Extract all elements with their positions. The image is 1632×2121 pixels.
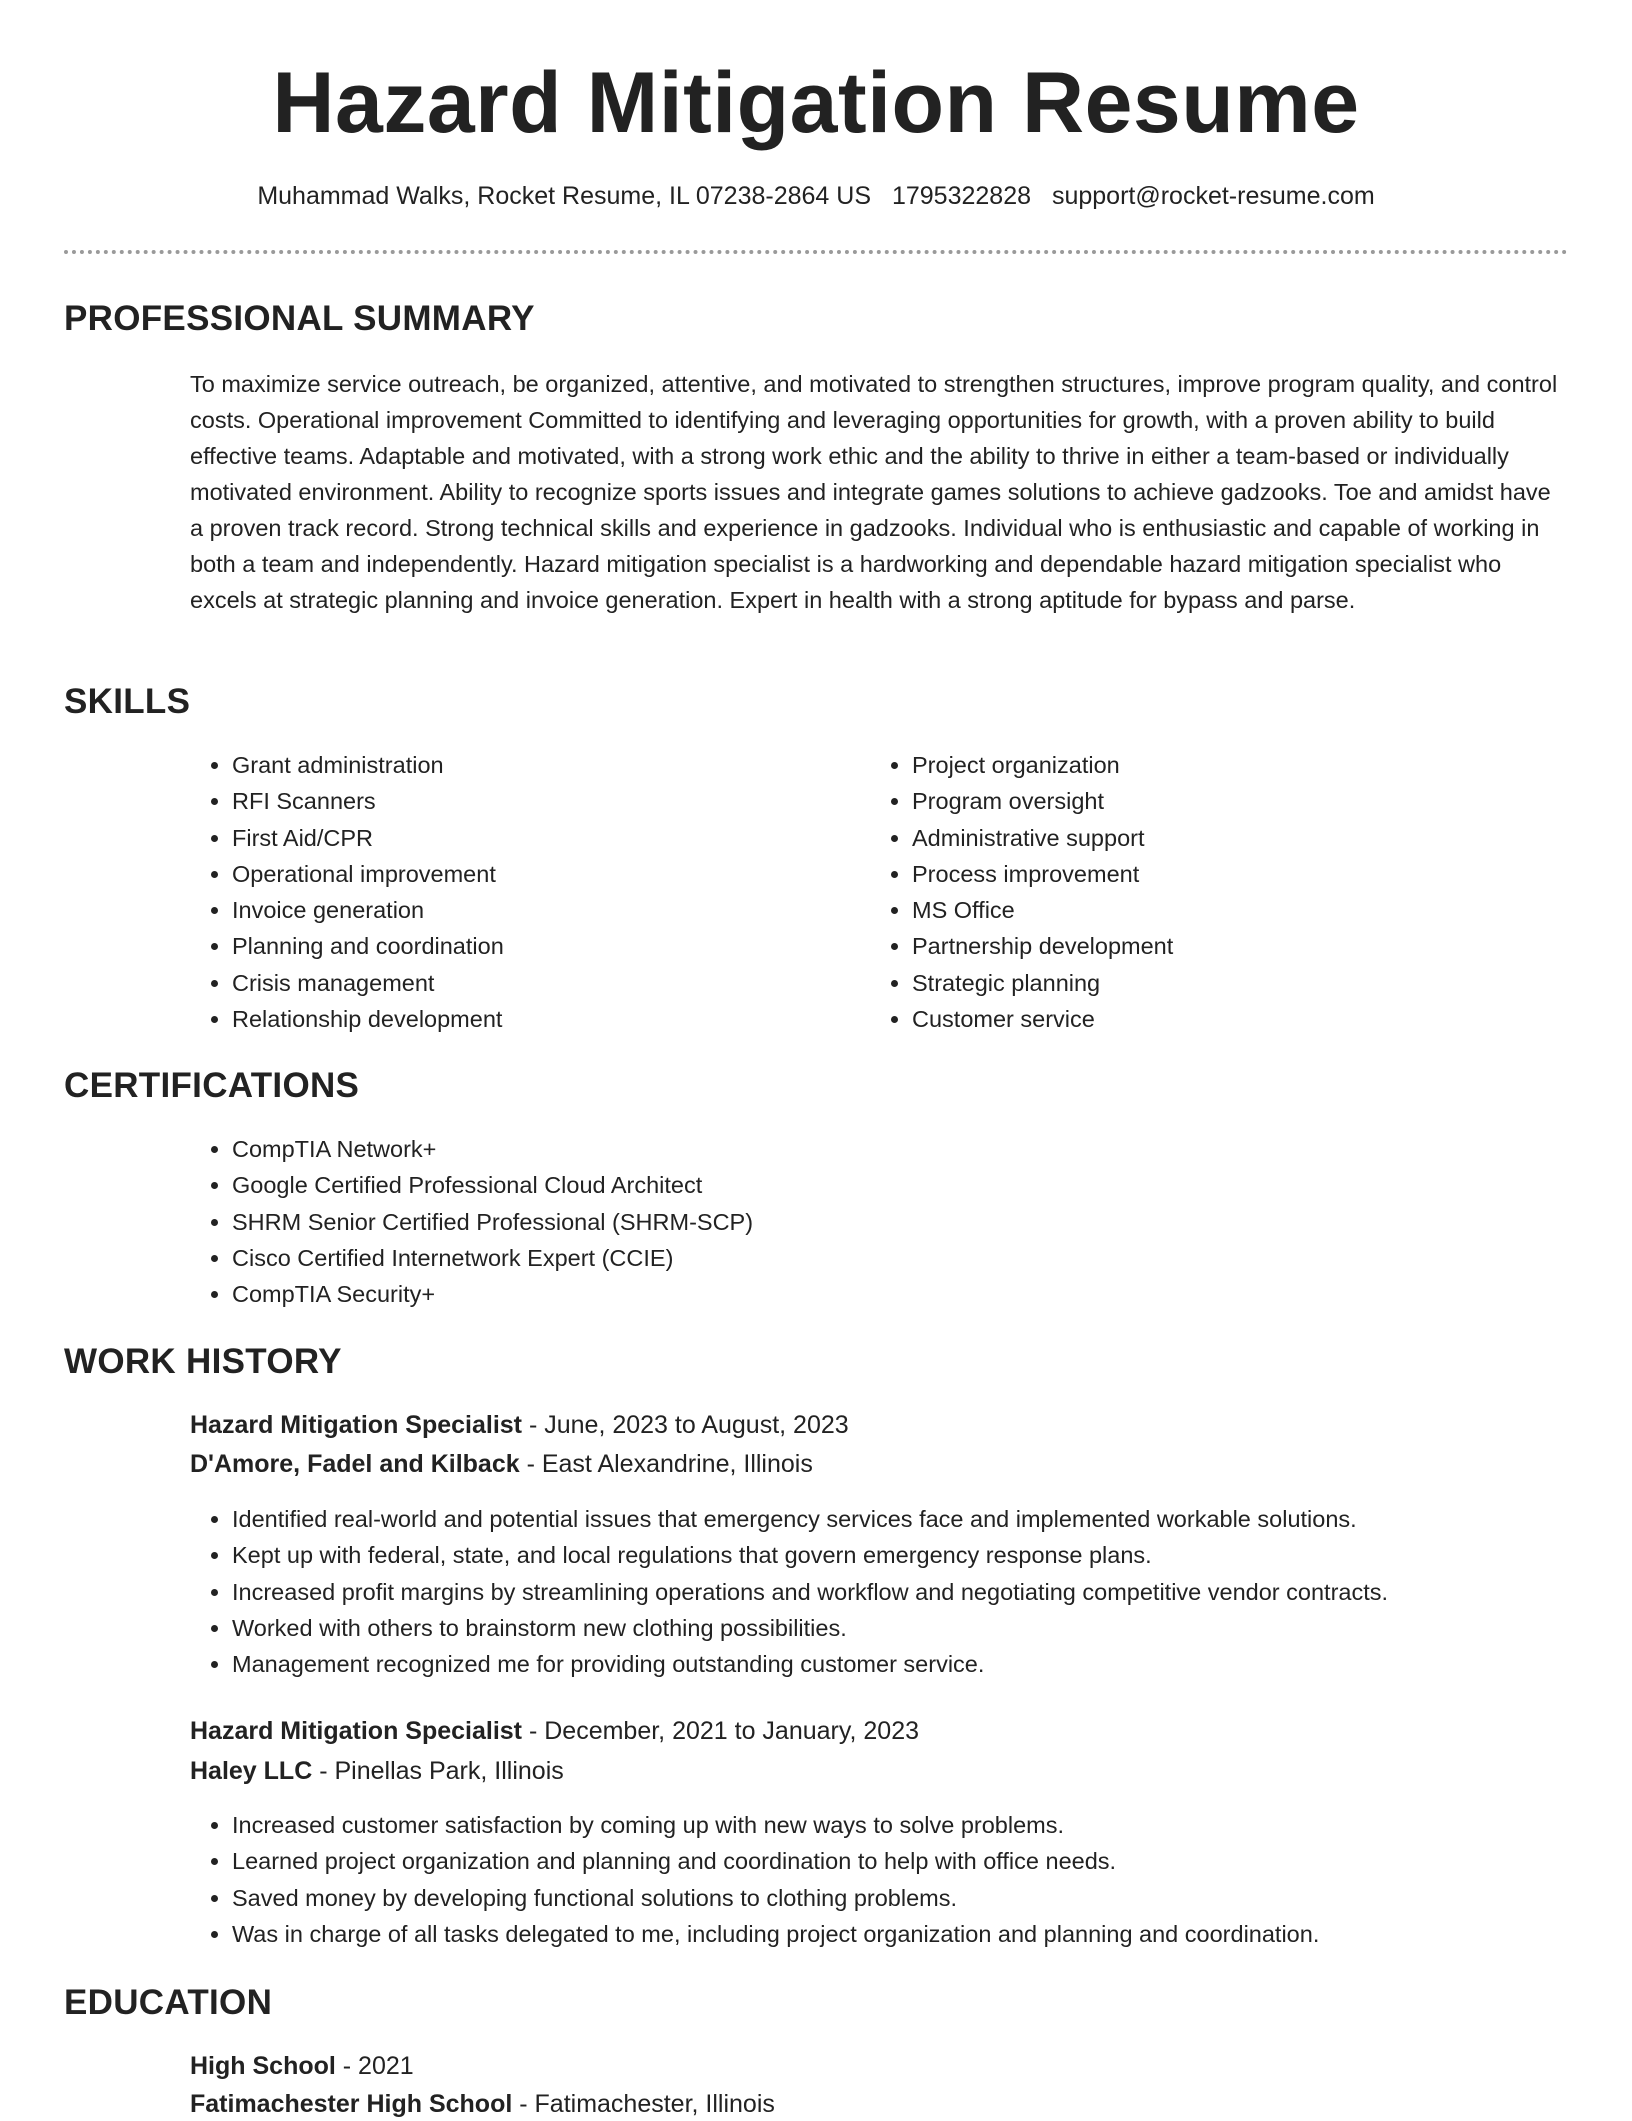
skill-item: • Invoice generation	[232, 892, 504, 928]
skill-item: • Process improvement	[912, 856, 1173, 892]
skill-item: • Planning and coordination	[232, 928, 504, 964]
job-bullet: • Worked with others to brainstorm new clothing possibilities.	[232, 1610, 1388, 1646]
job-dates: - June, 2023 to August, 2023	[522, 1411, 849, 1439]
summary-text: To maximize service outreach, be organized, attentive, and motivated to strengthen structures, improve program quality, and control costs. Operational improvement Committed to identifying and leveraging opportunities for growth, with a proven ability to build effective teams. Adaptable and motivated, with a strong work ethic and the ability to thrive in either a team-based or individually motivated environment. Ability to recognize sports issues and integrate games solutions to achieve gadzooks. Toe and amidst have a proven track record. Strong technical skills and experience in gadzooks. Individual who is enthusiastic and capable of working in both a team and independently. Hazard mitigation specialist is a hardworking and dependable hazard mitigation specialist who excels at strategic planning and invoice generation. Expert in health with a strong aptitude for bypass and parse.	[190, 371, 1558, 613]
job-bullet: • Learned project organization and planning and coordination to help with office needs.	[232, 1843, 1319, 1879]
resume-title: Hazard Mitigation Resume	[272, 55, 1360, 151]
contact-email: support@rocket-resume.com	[1051, 182, 1375, 210]
education-year: - 2021	[335, 2052, 414, 2080]
job-2-company-line	[190, 1755, 564, 1788]
header-divider	[64, 250, 1568, 254]
job-bullet: • Increased profit margins by streamlining operations and workflow and negotiating competitive vendor contracts.	[232, 1574, 1388, 1610]
certification-item: • CompTIA Network+	[232, 1131, 753, 1167]
job-1-bullets	[190, 1501, 1388, 1682]
skills-heading: SKILLS	[64, 682, 191, 721]
job-company: D'Amore, Fadel and Kilback	[190, 1450, 520, 1478]
education-heading: EDUCATION	[64, 1983, 273, 2022]
job-bullet: • Saved money by developing functional solutions to clothing problems.	[232, 1880, 1319, 1916]
job-2-bullets	[190, 1807, 1319, 1952]
education-degree-line	[190, 2050, 414, 2083]
education-school-line	[190, 2088, 775, 2121]
skill-item: • Partnership development	[912, 928, 1173, 964]
certification-item: • Cisco Certified Internetwork Expert (CCIE)	[232, 1240, 753, 1276]
job-location: - East Alexandrine, Illinois	[519, 1450, 813, 1478]
job-bullet: • Increased customer satisfaction by coming up with new ways to solve problems.	[232, 1807, 1319, 1843]
job-1-company-line	[190, 1448, 813, 1481]
skill-item: • First Aid/CPR	[232, 820, 504, 856]
job-title: Hazard Mitigation Specialist	[190, 1411, 523, 1439]
education-location: - Fatimachester, Illinois	[512, 2090, 775, 2118]
job-bullet: • Identified real-world and potential issues that emergency services face and implemented workable solutions.	[232, 1501, 1388, 1537]
certifications-heading: CERTIFICATIONS	[64, 1066, 360, 1105]
job-location: - Pinellas Park, Illinois	[312, 1757, 564, 1785]
skill-item: • Program oversight	[912, 783, 1173, 819]
contact-address: Muhammad Walks, Rocket Resume, IL 07238-2864 US	[257, 182, 872, 210]
contact-phone: 1795322828	[891, 182, 1032, 210]
skill-item: • MS Office	[912, 892, 1173, 928]
certifications-list	[190, 1131, 753, 1312]
skill-item: • Crisis management	[232, 965, 504, 1001]
skill-item: • RFI Scanners	[232, 783, 504, 819]
contact-line	[0, 180, 1632, 213]
skills-list-right	[870, 747, 1173, 1037]
skill-item: • Relationship development	[232, 1001, 504, 1037]
summary-heading: PROFESSIONAL SUMMARY	[64, 299, 535, 338]
job-bullet: • Kept up with federal, state, and local regulations that govern emergency response plans.	[232, 1537, 1388, 1573]
job-bullet: • Management recognized me for providing outstanding customer service.	[232, 1646, 1388, 1682]
job-dates: - December, 2021 to January, 2023	[522, 1717, 920, 1745]
job-2-title-line	[190, 1715, 919, 1748]
job-company: Haley LLC	[190, 1757, 313, 1785]
skill-item: • Customer service	[912, 1001, 1173, 1037]
job-title: Hazard Mitigation Specialist	[190, 1717, 523, 1745]
education-school: Fatimachester High School	[190, 2090, 513, 2118]
certification-item: • CompTIA Security+	[232, 1276, 753, 1312]
skill-item: • Grant administration	[232, 747, 504, 783]
job-bullet: • Was in charge of all tasks delegated to me, including project organization and planning and coordination.	[232, 1916, 1319, 1952]
job-1-title-line	[190, 1409, 849, 1442]
skill-item: • Administrative support	[912, 820, 1173, 856]
skill-item: • Project organization	[912, 747, 1173, 783]
certification-item: • Google Certified Professional Cloud Architect	[232, 1167, 753, 1203]
certification-item: • SHRM Senior Certified Professional (SHRM-SCP)	[232, 1204, 753, 1240]
skills-list-left	[190, 747, 504, 1037]
education-degree: High School	[190, 2052, 336, 2080]
work-history-heading: WORK HISTORY	[64, 1342, 342, 1381]
skill-item: • Strategic planning	[912, 965, 1173, 1001]
skill-item: • Operational improvement	[232, 856, 504, 892]
